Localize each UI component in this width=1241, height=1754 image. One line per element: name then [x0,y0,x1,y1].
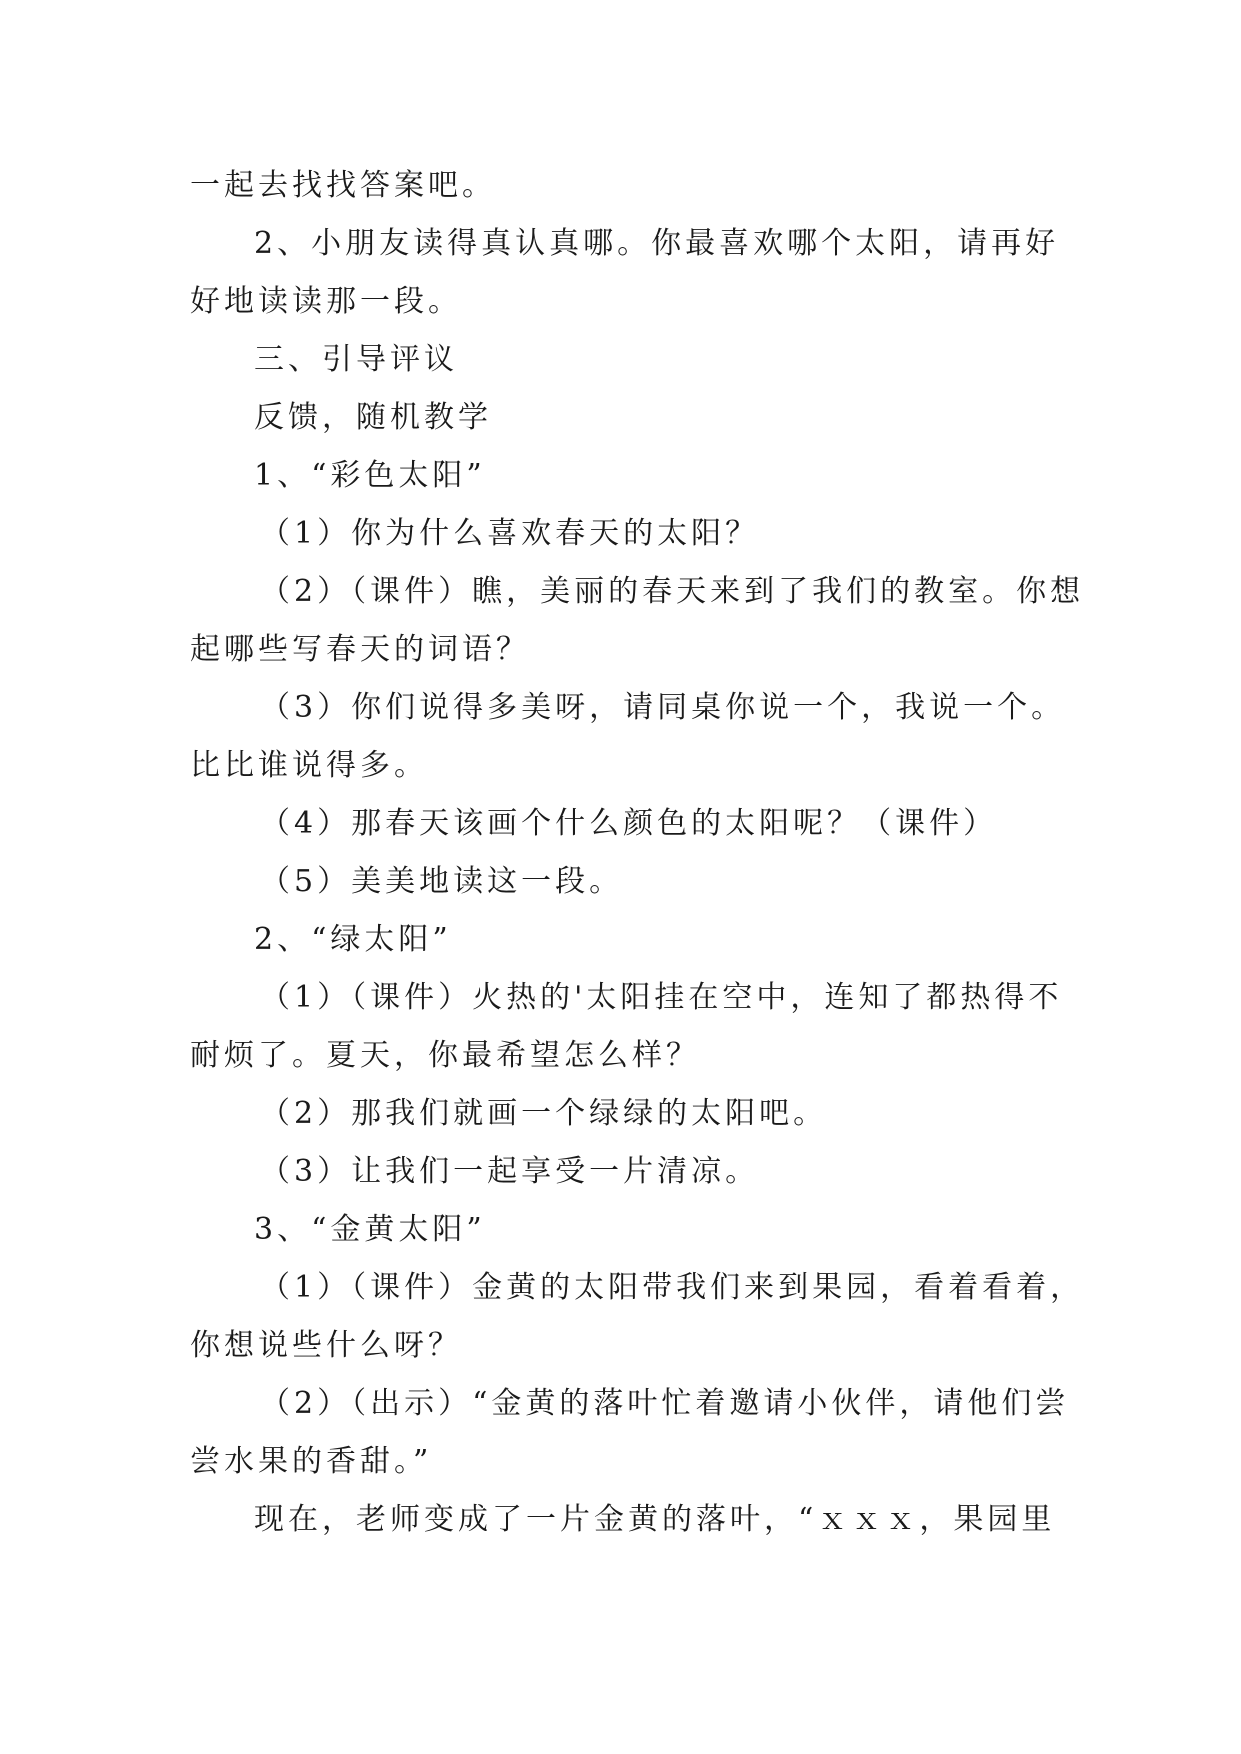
text-line: （2）那我们就画一个绿绿的太阳吧。 [260,1096,828,1131]
text-line: （3）你们说得多美呀，请同桌你说一个，我说一个。 [260,690,1066,725]
text-line: （1）（课件）金黄的太阳带我们来到果园，看着看着， [260,1270,1085,1305]
text-line: 起哪些写春天的词语？ [190,632,530,667]
text-line: （2）（课件）瞧，美丽的春天来到了我们的教室。你想 [260,574,1085,609]
text-line: 你想说些什么呀？ [190,1328,462,1363]
text-line: 现在，老师变成了一片金黄的落叶，“ｘｘｘ，果园里 [254,1502,1056,1537]
text-line: （2）（出示）“金黄的落叶忙着邀请小伙伴，请他们尝 [260,1386,1070,1421]
text-line: 尝水果的香甜。” [190,1444,433,1479]
text-line: （5）美美地读这一段。 [260,864,624,899]
text-line: 三、引导评议 [254,342,458,377]
document-body [190,157,1085,1549]
text-line: 1、“彩色太阳” [254,458,486,493]
text-line: （4）那春天该画个什么颜色的太阳呢？（课件） [260,806,998,841]
text-line: （1）你为什么喜欢春天的太阳？ [260,516,760,551]
text-line: 反馈，随机教学 [254,400,492,435]
text-line: 2、“绿太阳” [254,922,452,957]
text-line: （1）（课件）火热的'太阳挂在空中，连知了都热得不 [260,980,1063,1015]
text-line: 一起去找找答案吧。 [190,168,496,203]
text-line: 耐烦了。夏天，你最希望怎么样？ [190,1038,700,1073]
text-line: （3）让我们一起享受一片清凉。 [260,1154,760,1189]
text-line: 2、小朋友读得真认真哪。你最喜欢哪个太阳，请再好 [254,226,1060,261]
text-line: 比比谁说得多。 [190,748,428,783]
text-line: 3、“金黄太阳” [254,1212,486,1247]
text-line: 好地读读那一段。 [190,284,462,319]
